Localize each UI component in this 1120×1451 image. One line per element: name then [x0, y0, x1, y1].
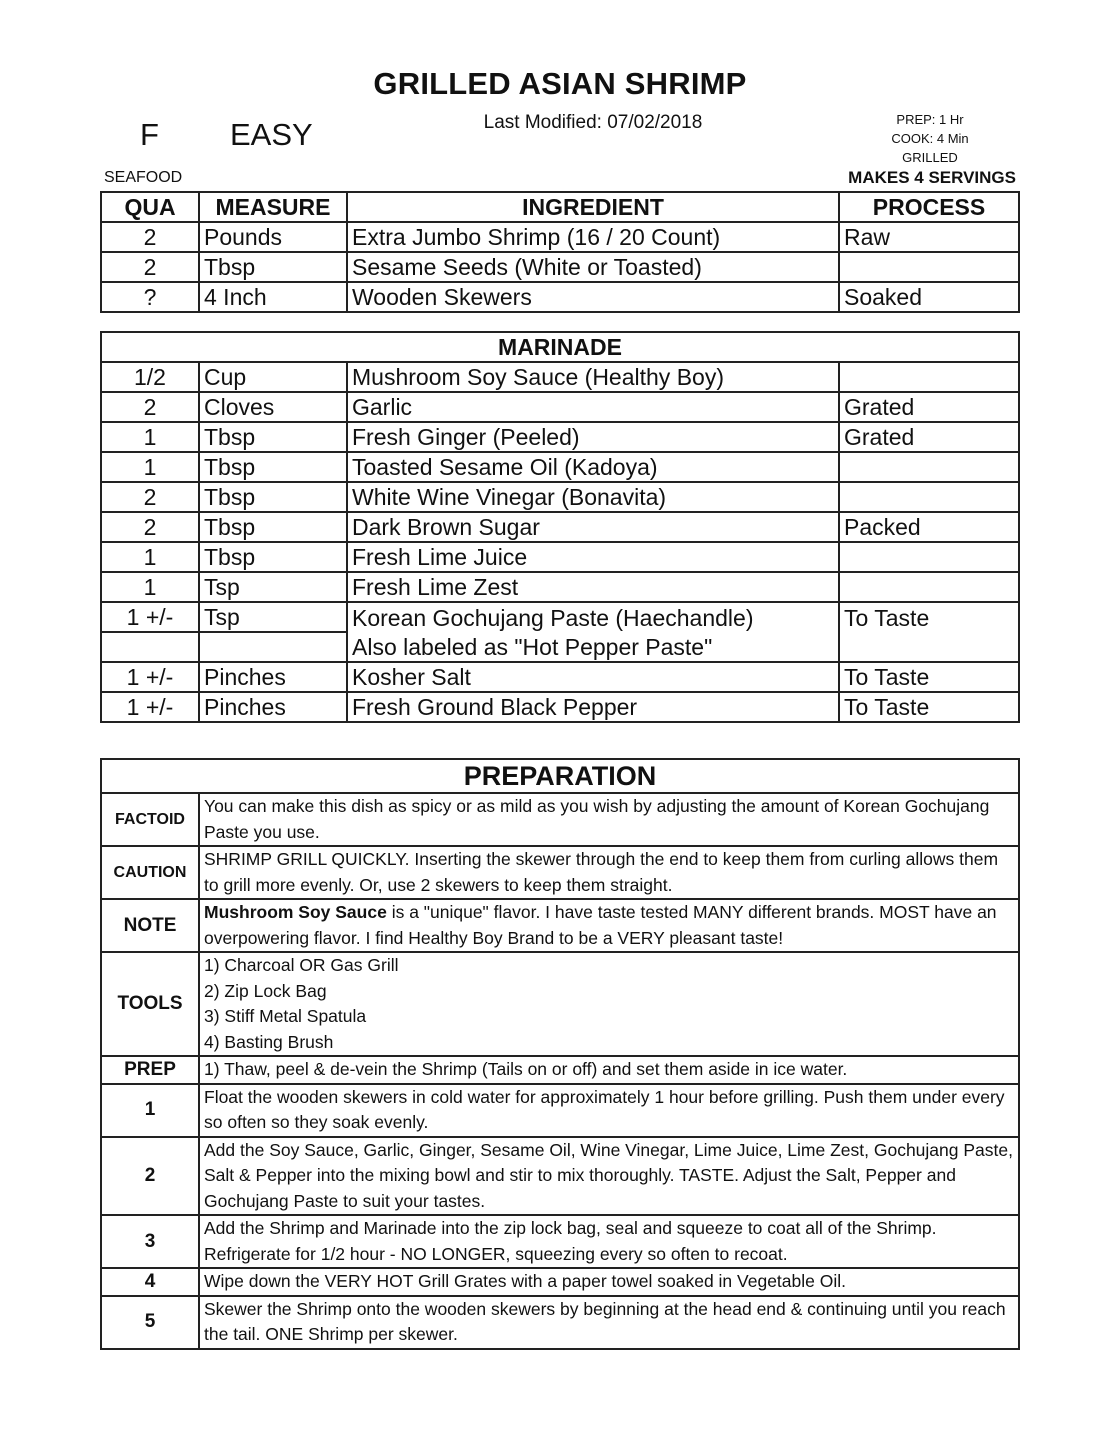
step-number: 5 — [101, 1296, 199, 1349]
process-cell — [839, 542, 1019, 572]
step-row — [101, 1084, 1019, 1137]
ingredient-cell: Korean Gochujang Paste (Haechandle) — [347, 602, 839, 632]
table-row — [101, 282, 1019, 312]
ingredient-cell: White Wine Vinegar (Bonavita) — [347, 482, 839, 512]
marinade-heading: MARINADE — [101, 332, 1019, 362]
caution-row — [101, 846, 1019, 899]
qty-cell: 1/2 — [101, 362, 199, 392]
measure-cell: Tbsp — [199, 422, 347, 452]
step-row — [101, 1268, 1019, 1296]
table-row — [101, 512, 1019, 542]
measure-cell: Tbsp — [199, 542, 347, 572]
ingredient-cell: Wooden Skewers — [347, 282, 839, 312]
marinade-table — [100, 331, 1020, 723]
qty-cell: 1 — [101, 422, 199, 452]
table-header-row — [101, 192, 1019, 222]
process-cell — [839, 452, 1019, 482]
note-body-text: is a "unique" flavor. I have taste tested MANY different brands. MOST have an overpowering flavor. I find Healthy Boy Brand to be a VERY pleasant taste! — [204, 902, 997, 948]
ingredient-cell: Fresh Ground Black Pepper — [347, 692, 839, 722]
qty-cell: 1 — [101, 542, 199, 572]
step-number: 4 — [101, 1268, 199, 1296]
measure-cell: Cloves — [199, 392, 347, 422]
measure-cell: Tbsp — [199, 512, 347, 542]
qty-cell: 1 +/- — [101, 602, 199, 632]
tool-item: 2) Zip Lock Bag — [204, 980, 327, 1001]
cook-method: GRILLED — [902, 150, 958, 165]
process-cell: To Taste — [839, 602, 1019, 632]
caution-label: CAUTION — [101, 846, 199, 899]
ingredient-note-cell: Also labeled as "Hot Pepper Paste" — [347, 632, 839, 662]
tool-item: 1) Charcoal OR Gas Grill — [204, 955, 399, 975]
qty-cell: 2 — [101, 512, 199, 542]
cook-time: COOK: 4 Min — [891, 131, 969, 146]
last-modified: Last Modified: 07/02/2018 — [483, 112, 703, 133]
column-header-ingredient: INGREDIENT — [347, 192, 839, 222]
measure-cell: Tbsp — [199, 482, 347, 512]
process-cell: To Taste — [839, 662, 1019, 692]
preparation-heading: PREPARATION — [101, 759, 1019, 793]
table-row — [101, 452, 1019, 482]
process-cell: Raw — [839, 222, 1019, 252]
process-cell: Grated — [839, 392, 1019, 422]
ingredient-cell: Fresh Ginger (Peeled) — [347, 422, 839, 452]
note-bold-text: Mushroom Soy Sauce — [204, 902, 387, 922]
process-cell-empty — [839, 632, 1019, 662]
measure-cell: Pounds — [199, 222, 347, 252]
category: SEAFOOD — [104, 169, 183, 186]
recipe-title: GRILLED ASIAN SHRIMP — [373, 66, 747, 101]
factoid-label: FACTOID — [101, 793, 199, 846]
step-text: Add the Shrimp and Marinade into the zip lock bag, seal and squeeze to coat all of the Shrimp. Refrigerate for 1/2 hour - NO LONGER, squeezing every so often to recoat. — [199, 1215, 1019, 1268]
note-text — [199, 899, 1019, 952]
step-text: Add the Soy Sauce, Garlic, Ginger, Sesame Oil, Wine Vinegar, Lime Juice, Lime Zest, Gochujang Paste, Salt & Pepper into the mixing bowl and stir to mix thoroughly. TASTE. Adjust the Salt, Pepper and Gochujang Paste to suit your tastes. — [199, 1137, 1019, 1216]
time-meta — [880, 110, 980, 167]
ingredient-cell: Mushroom Soy Sauce (Healthy Boy) — [347, 362, 839, 392]
qty-cell: 2 — [101, 222, 199, 252]
step-text: Skewer the Shrimp onto the wooden skewers by beginning at the head end & continuing until you reach the tail. ONE Shrimp per skewer. — [199, 1296, 1019, 1349]
table-row — [101, 392, 1019, 422]
servings: MAKES 4 SERVINGS — [848, 168, 1016, 187]
ingredient-cell: Toasted Sesame Oil (Kadoya) — [347, 452, 839, 482]
process-cell — [839, 252, 1019, 282]
ingredients-table — [100, 191, 1020, 313]
factoid-row — [101, 793, 1019, 846]
measure-cell: 4 Inch — [199, 282, 347, 312]
step-number: 3 — [101, 1215, 199, 1268]
process-cell: Grated — [839, 422, 1019, 452]
prep-row — [101, 1056, 1019, 1084]
ingredient-cell: Dark Brown Sugar — [347, 512, 839, 542]
tools-list — [199, 952, 1019, 1056]
measure-cell-empty — [199, 632, 347, 662]
process-cell: Soaked — [839, 282, 1019, 312]
measure-cell: Pinches — [199, 662, 347, 692]
step-number: 2 — [101, 1137, 199, 1216]
measure-cell: Tsp — [199, 602, 347, 632]
process-cell: Packed — [839, 512, 1019, 542]
measure-cell: Tbsp — [199, 252, 347, 282]
ingredient-cell: Extra Jumbo Shrimp (16 / 20 Count) — [347, 222, 839, 252]
table-row — [101, 482, 1019, 512]
step-row — [101, 1296, 1019, 1349]
measure-cell: Pinches — [199, 692, 347, 722]
step-text: Wipe down the VERY HOT Grill Grates with a paper towel soaked in Vegetable Oil. — [199, 1268, 1019, 1296]
table-row — [101, 422, 1019, 452]
ingredient-cell: Sesame Seeds (White or Toasted) — [347, 252, 839, 282]
measure-cell: Tsp — [199, 572, 347, 602]
table-row — [101, 222, 1019, 252]
table-row — [101, 572, 1019, 602]
step-text: Float the wooden skewers in cold water for approximately 1 hour before grilling. Push them under every so often so they soak evenly. — [199, 1084, 1019, 1137]
tools-label: TOOLS — [101, 952, 199, 1056]
step-row — [101, 1137, 1019, 1216]
table-row — [101, 632, 1019, 662]
table-row — [101, 662, 1019, 692]
column-header-measure: MEASURE — [199, 192, 347, 222]
qty-cell: 2 — [101, 252, 199, 282]
qty-cell-empty — [101, 632, 199, 662]
step-number: 1 — [101, 1084, 199, 1137]
tool-item: 3) Stiff Metal Spatula — [204, 1006, 367, 1026]
difficulty: EASY — [230, 117, 313, 152]
process-cell — [839, 362, 1019, 392]
prep-label: PREP — [101, 1056, 199, 1084]
qty-cell: ? — [101, 282, 199, 312]
caution-text: SHRIMP GRILL QUICKLY. Inserting the skewer through the end to keep them from curling allows them to grill more evenly. Or, use 2 skewers to keep them straight. — [199, 846, 1019, 899]
column-header-process: PROCESS — [839, 192, 1019, 222]
preparation-table — [100, 758, 1020, 1350]
process-cell — [839, 572, 1019, 602]
factoid-text: You can make this dish as spicy or as mild as you wish by adjusting the amount of Korean Gochujang Paste you use. — [199, 793, 1019, 846]
qty-cell: 1 +/- — [101, 692, 199, 722]
prep-time: PREP: 1 Hr — [896, 112, 964, 127]
ingredient-cell: Garlic — [347, 392, 839, 422]
step-row — [101, 1215, 1019, 1268]
column-header-qua: QUA — [101, 192, 199, 222]
table-row — [101, 252, 1019, 282]
prep-text: 1) Thaw, peel & de-vein the Shrimp (Tails on or off) and set them aside in ice water. — [199, 1056, 1019, 1084]
note-label: NOTE — [101, 899, 199, 952]
qty-cell: 1 — [101, 572, 199, 602]
table-row — [101, 542, 1019, 572]
qty-cell: 2 — [101, 482, 199, 512]
ingredient-cell: Fresh Lime Juice — [347, 542, 839, 572]
table-row — [101, 602, 1019, 632]
process-cell: To Taste — [839, 692, 1019, 722]
tools-row — [101, 952, 1019, 1056]
qty-cell: 1 +/- — [101, 662, 199, 692]
measure-cell: Tbsp — [199, 452, 347, 482]
qty-cell: 1 — [101, 452, 199, 482]
table-row — [101, 362, 1019, 392]
tool-item: 4) Basting Brush — [204, 1031, 334, 1052]
grade: F — [140, 117, 159, 152]
process-cell — [839, 482, 1019, 512]
qty-cell: 2 — [101, 392, 199, 422]
ingredient-cell: Kosher Salt — [347, 662, 839, 692]
ingredient-cell: Fresh Lime Zest — [347, 572, 839, 602]
measure-cell: Cup — [199, 362, 347, 392]
table-row — [101, 692, 1019, 722]
note-row — [101, 899, 1019, 952]
